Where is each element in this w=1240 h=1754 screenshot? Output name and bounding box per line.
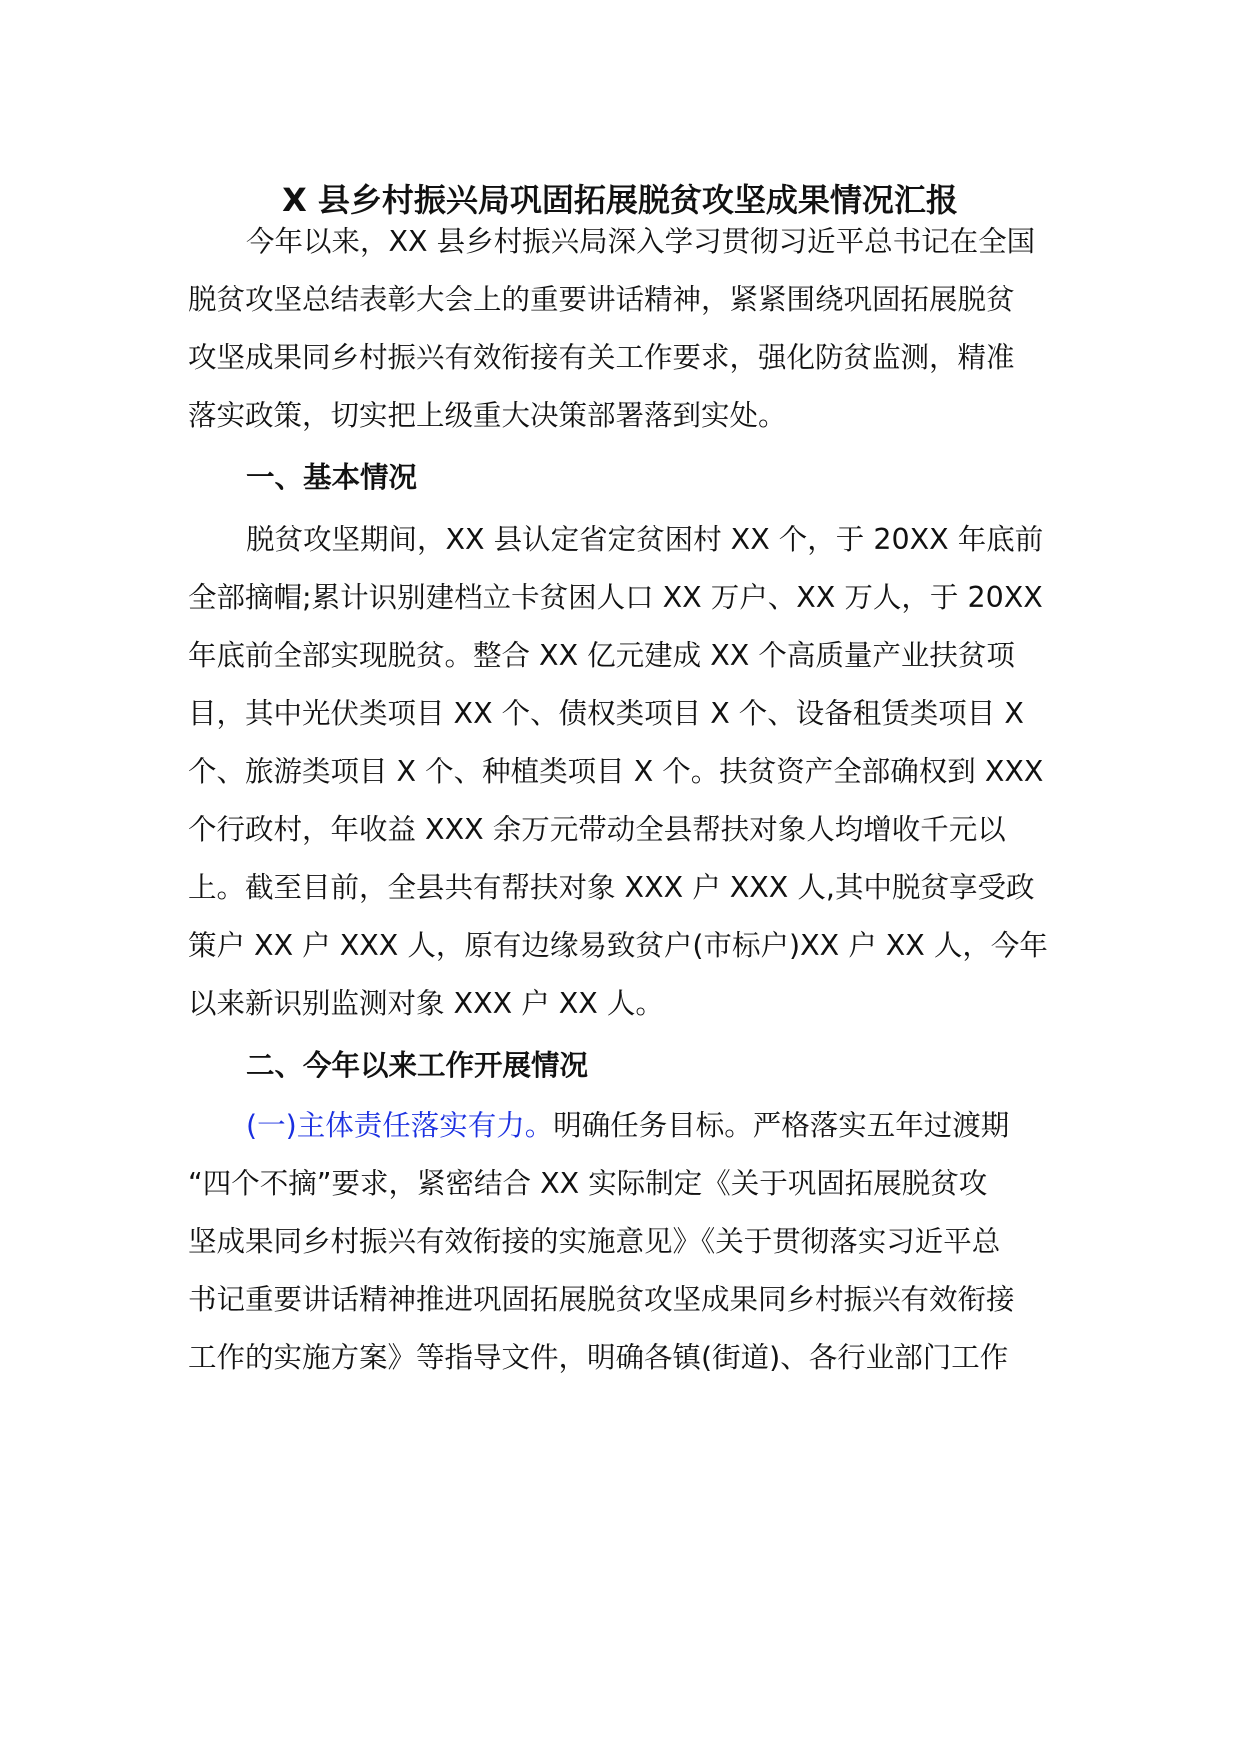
section2-line: 坚成果同乡村振兴有效衔接的实施意见》《关于贯彻落实习近平总	[188, 1225, 1001, 1258]
section1-line: 个行政村，年收益 XXX 余万元带动全县帮扶对象人均增收千元以	[188, 813, 1006, 846]
section1-line: 脱贫攻坚期间，XX 县认定省定贫困村 XX 个，于 20XX 年底前	[246, 523, 1044, 556]
intro-line: 今年以来，XX 县乡村振兴局深入学习贯彻习近平总书记在全国	[246, 225, 1036, 258]
intro-line: 落实政策，切实把上级重大决策部署落到实处。	[188, 399, 787, 432]
section1-line: 以来新识别监测对象 XXX 户 XX 人。	[188, 987, 664, 1020]
section2-line: 书记重要讲话精神推进巩固拓展脱贫攻坚成果同乡村振兴有效衔接	[188, 1283, 1015, 1316]
sub-heading-highlight: (一)主体责任落实有力。	[246, 1109, 554, 1142]
section2-heading: 二、今年以来工作开展情况	[246, 1049, 589, 1082]
intro-line: 攻坚成果同乡村振兴有效衔接有关工作要求，强化防贫监测，精准	[188, 341, 1015, 374]
intro-line: 脱贫攻坚总结表彰大会上的重要讲话精神，紧紧围绕巩固拓展脱贫	[188, 283, 1015, 316]
section1-line: 策户 XX 户 XXX 人，原有边缘易致贫户(市标户)XX 户 XX 人，今年	[188, 929, 1048, 962]
section1-line: 个、旅游类项目 X 个、种植类项目 X 个。扶贫资产全部确权到 XXX	[188, 755, 1044, 788]
document-title: X 县乡村振兴局巩固拓展脱贫攻坚成果情况汇报	[282, 181, 958, 219]
section2-first-line	[246, 1106, 1066, 1146]
section1-line: 年底前全部实现脱贫。整合 XX 亿元建成 XX 个高质量产业扶贫项	[188, 639, 1015, 672]
section1-line: 上。截至目前，全县共有帮扶对象 XXX 户 XXX 人,其中脱贫享受政	[188, 871, 1035, 904]
section1-line: 目，其中光伏类项目 XX 个、债权类项目 X 个、设备租赁类项目 X	[188, 697, 1024, 730]
section2-first-line-text: 明确任务目标。严格落实五年过渡期	[553, 1109, 1010, 1142]
section2-line: “四个不摘”要求，紧密结合 XX 实际制定《关于巩固拓展脱贫攻	[188, 1167, 988, 1200]
section2-line: 工作的实施方案》等指导文件，明确各镇(街道)、各行业部门工作	[188, 1341, 1009, 1374]
section1-heading: 一、基本情况	[246, 461, 418, 494]
section1-line: 全部摘帽;累计识别建档立卡贫困人口 XX 万户、XX 万人，于 20XX	[188, 581, 1043, 614]
